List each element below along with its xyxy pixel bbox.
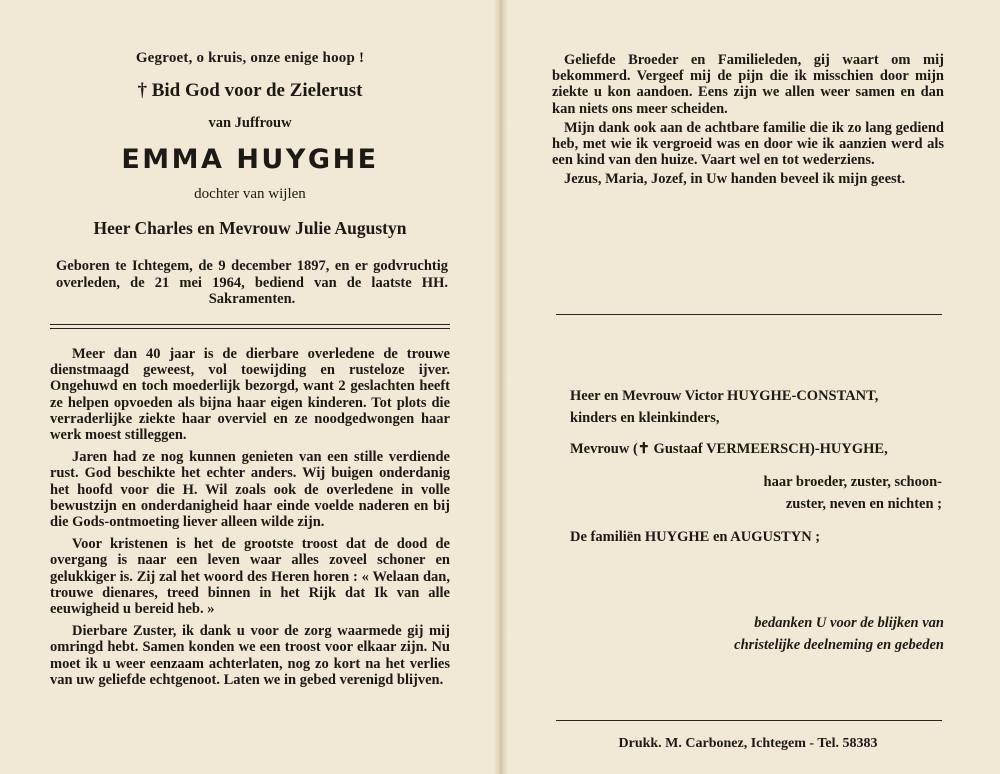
thanks-line: christelijke deelneming en gebeden	[734, 637, 944, 653]
greeting: Gegroet, o kruis, onze enige hoop !	[135, 50, 365, 66]
divider	[556, 314, 942, 315]
divider	[556, 720, 942, 721]
right-text	[552, 52, 944, 191]
family-line: zuster, neven en nichten ;	[785, 496, 942, 512]
family-line: Heer en Mevrouw Victor HUYGHE-CONSTANT,	[570, 388, 879, 404]
parents: Heer Charles en Mevrouw Julie Augustyn	[93, 218, 407, 238]
double-divider	[50, 324, 450, 329]
family-line: De familiën HUYGHE en AUGUSTYN ;	[570, 529, 821, 545]
paragraph: Geliefde Broeder en Familieleden, gij waart om mij bekommerd. Vergeef mij de pijn die ik misschien door mijn ziekte u kon aandoen. Eens zijn we allen weer samen en dan kan niets ons meer scheiden.	[552, 52, 944, 117]
paragraph: Jezus, Maria, Jozef, in Uw handen beveel ik mijn geest.	[564, 171, 906, 188]
title-juffrouw: van Juffrouw	[208, 115, 292, 131]
paragraph: Jaren had ze nog kunnen genieten van een stille verdiende rust. God beschikte het echter anders. Wij buigen onderdanig het hoofd voor die H. Wil zoals ook de overledene in volle bewustzijn en onderdanigheid haar einde voelde naderen en bij die Gods-ontmoeting liever alleen wilde zijn.	[50, 449, 450, 531]
left-text	[50, 346, 450, 694]
daughter-of: dochter van wijlen	[194, 186, 306, 202]
paragraph: Meer dan 40 jaar is de dierbare overledene de trouwe dienstmaagd geweest, vol toewijding en rusteloze ijver. Ongehuwd en toch moederlijk bezorgd, want 2 geslachten heeft ze helpen opvoeden als bijna haar eigen kinderen. Tot plots die verraderlijke ziekte haar overviel en ze noodgedwongen haar werk moest stilleggen.	[50, 346, 450, 444]
paragraph: Dierbare Zuster, ik dank u voor de zorg waarmede gij mij omringd hebt. Samen konden we een troost voor elkaar zijn. Nu moet ik u weer eenzaam achterlaten, nog zo kort na het verlies van uw geliefde echtgenoot. Laten we in gebed verenigd blijven.	[50, 623, 450, 688]
birth-death-info: Geboren te Ichtegem, de 9 december 1897, en er godvruchtig overleden, de 21 mei 1964, bediend van de laatste HH. Sakramenten.	[56, 258, 448, 307]
printer-imprint: Drukk. M. Carbonez, Ichtegem - Tel. 58383	[618, 736, 878, 751]
center-fold	[494, 0, 508, 774]
family-line: Mevrouw (✝ Gustaaf VERMEERSCH)-HUYGHE,	[570, 441, 888, 457]
paragraph: Mijn dank ook aan de achtbare familie die ik zo lang gediend heb, met wie ik vergroeid was en door wie ik aanzien werd als een kind van den huize. Vaart wel en tot wederziens.	[552, 119, 944, 169]
family-line: kinders en kleinkinders,	[570, 410, 720, 426]
prayer-heading: † Bid God voor de Zielerust	[137, 80, 363, 101]
deceased-name: EMMA HUYGHE	[121, 144, 379, 175]
thanks-line: bedanken U voor de blijken van	[754, 615, 944, 631]
family-line: haar broeder, zuster, schoon-	[763, 474, 942, 490]
paragraph: Voor kristenen is het de grootste troost dat de dood de overgang is naar een leven waar alles zoveel schoner en gelukkiger is. Zij zal het woord des Heren horen : « Welaan dan, trouwe dienares, treed binnen in het Rijk dat Ik van alle eeuwigheid u bereid heb. »	[50, 536, 450, 618]
